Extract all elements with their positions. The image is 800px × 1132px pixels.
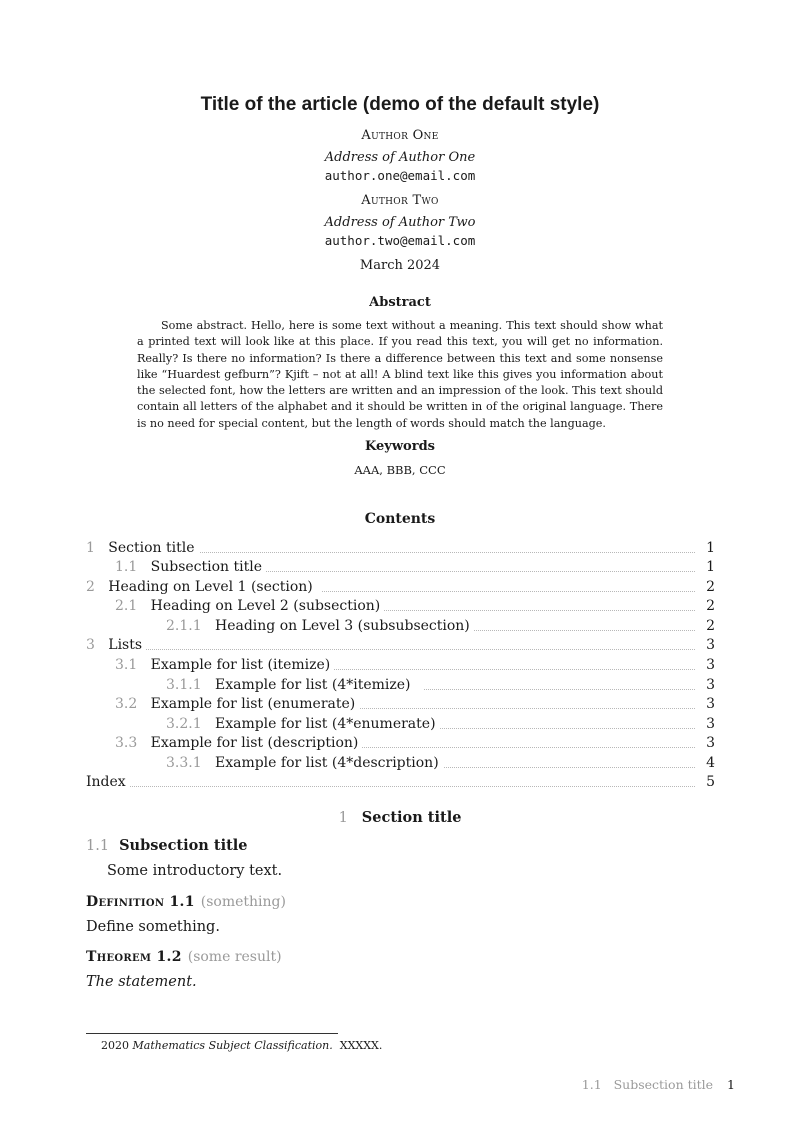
subsection-number: 1.1 xyxy=(86,838,110,854)
definition-heading xyxy=(86,894,286,910)
toc-entry[interactable] xyxy=(86,715,715,735)
author-address: Address of Author One xyxy=(324,150,476,165)
section-title: Section title xyxy=(361,809,462,826)
intro-paragraph: Some introductory text. xyxy=(107,863,283,879)
abstract-heading: Abstract xyxy=(369,295,431,310)
toc-label: Example for list (4*enumerate) xyxy=(214,716,436,732)
toc-label: Heading on Level 3 (subsubsection) xyxy=(214,618,470,634)
toc-entry[interactable] xyxy=(86,617,715,637)
keywords-heading: Keywords xyxy=(365,439,435,454)
contents-heading: Contents xyxy=(364,511,436,527)
toc-number: 3.3.1 xyxy=(166,755,202,771)
keywords-text: AAA, BBB, CCC xyxy=(354,463,446,477)
toc-page: 3 xyxy=(699,715,715,734)
toc-label: Example for list (description) xyxy=(150,735,359,751)
toc-entry[interactable] xyxy=(86,734,715,754)
page-number: 1 xyxy=(727,1077,735,1092)
toc-label: Heading on Level 1 (section) xyxy=(108,579,313,595)
theorem-note: (some result) xyxy=(187,949,282,965)
toc-entry[interactable] xyxy=(86,578,715,598)
toc-entry[interactable] xyxy=(86,754,715,774)
toc-page: 2 xyxy=(699,597,715,616)
toc-label: Example for list (4*itemize) xyxy=(214,677,411,693)
toc-number: 3.1.1 xyxy=(166,677,202,693)
toc-page: 3 xyxy=(699,636,715,655)
footnote-year: 2020 xyxy=(101,1039,129,1052)
author-email[interactable]: author.one@email.com xyxy=(324,168,476,183)
toc-number: 3.3 xyxy=(115,735,138,751)
article-title: Title of the article (demo of the default style) xyxy=(200,94,600,115)
definition-text: Define something. xyxy=(86,919,220,935)
toc-page: 3 xyxy=(699,695,715,714)
toc-page: 3 xyxy=(699,676,715,695)
toc-entry[interactable] xyxy=(86,558,715,578)
toc-label: Example for list (enumerate) xyxy=(150,696,356,712)
toc-page: 2 xyxy=(699,617,715,636)
toc-number: 1 xyxy=(86,540,95,556)
toc-entry[interactable] xyxy=(86,539,715,559)
toc-number: 3.1 xyxy=(115,657,138,673)
toc-page: 2 xyxy=(699,578,715,597)
toc-number: 1.1 xyxy=(115,559,138,575)
theorem-statement: The statement. xyxy=(86,974,197,990)
theorem-heading xyxy=(86,949,282,965)
toc-page: 1 xyxy=(699,558,715,577)
footnote-value: XXXXX. xyxy=(339,1039,383,1052)
running-title: Subsection title xyxy=(613,1077,714,1092)
toc-label: Index xyxy=(86,774,126,790)
footnote xyxy=(101,1039,382,1052)
author-address: Address of Author Two xyxy=(324,215,476,230)
toc-number: 2 xyxy=(86,579,95,595)
article-date: March 2024 xyxy=(359,258,441,273)
definition-label: Definition 1.1 xyxy=(86,894,195,910)
author-name: Author One xyxy=(361,128,439,143)
toc-label: Example for list (itemize) xyxy=(150,657,331,673)
section-number: 1 xyxy=(338,810,348,826)
footnote-rule xyxy=(86,1033,338,1034)
toc-label: Section title xyxy=(108,540,195,556)
toc-page: 5 xyxy=(699,773,715,792)
toc-entry[interactable] xyxy=(86,636,715,656)
toc-number: 3.2 xyxy=(115,696,138,712)
toc-label: Lists xyxy=(108,637,143,653)
toc-page: 3 xyxy=(699,734,715,753)
toc-entry[interactable] xyxy=(86,656,715,676)
toc-number: 2.1.1 xyxy=(166,618,202,634)
toc-entry[interactable] xyxy=(86,695,715,715)
section-heading xyxy=(0,809,800,826)
toc-label: Heading on Level 2 (subsection) xyxy=(150,598,381,614)
toc-label: Example for list (4*description) xyxy=(214,755,439,771)
theorem-label: Theorem 1.2 xyxy=(86,949,182,965)
toc-number: 3 xyxy=(86,637,95,653)
running-head xyxy=(582,1077,735,1092)
toc-entry[interactable] xyxy=(86,773,715,793)
toc-page: 4 xyxy=(699,754,715,773)
toc-number: 3.2.1 xyxy=(166,716,202,732)
footnote-label: Mathematics Subject Classification. xyxy=(132,1039,333,1052)
toc-page: 1 xyxy=(699,539,715,558)
subsection-title: Subsection title xyxy=(119,837,248,854)
definition-note: (something) xyxy=(200,894,286,910)
running-number: 1.1 xyxy=(581,1077,602,1092)
author-email[interactable]: author.two@email.com xyxy=(324,233,476,248)
author-name: Author Two xyxy=(361,193,439,208)
subsection-heading xyxy=(86,837,248,854)
toc-number: 2.1 xyxy=(115,598,138,614)
abstract-text: Some abstract. Hello, here is some text without a meaning. This text should show what a printed text will look like at this place. If you read this text, you will get no information. Really? Is there no information? Is there a difference between this text and some nonsense like “Huardest gefburn”? Kjift – not at all! A blind text like this gives you information about the selected font, how the letters are written and an impression of the look. This text should contain all letters of the alphabet and it should be written in of the original language. There is no need for special content, but the length of words should match the language. xyxy=(137,319,663,430)
toc-page: 3 xyxy=(699,656,715,675)
toc-entry[interactable] xyxy=(86,597,715,617)
toc-entry[interactable] xyxy=(86,676,715,696)
toc-label: Subsection title xyxy=(150,559,262,575)
